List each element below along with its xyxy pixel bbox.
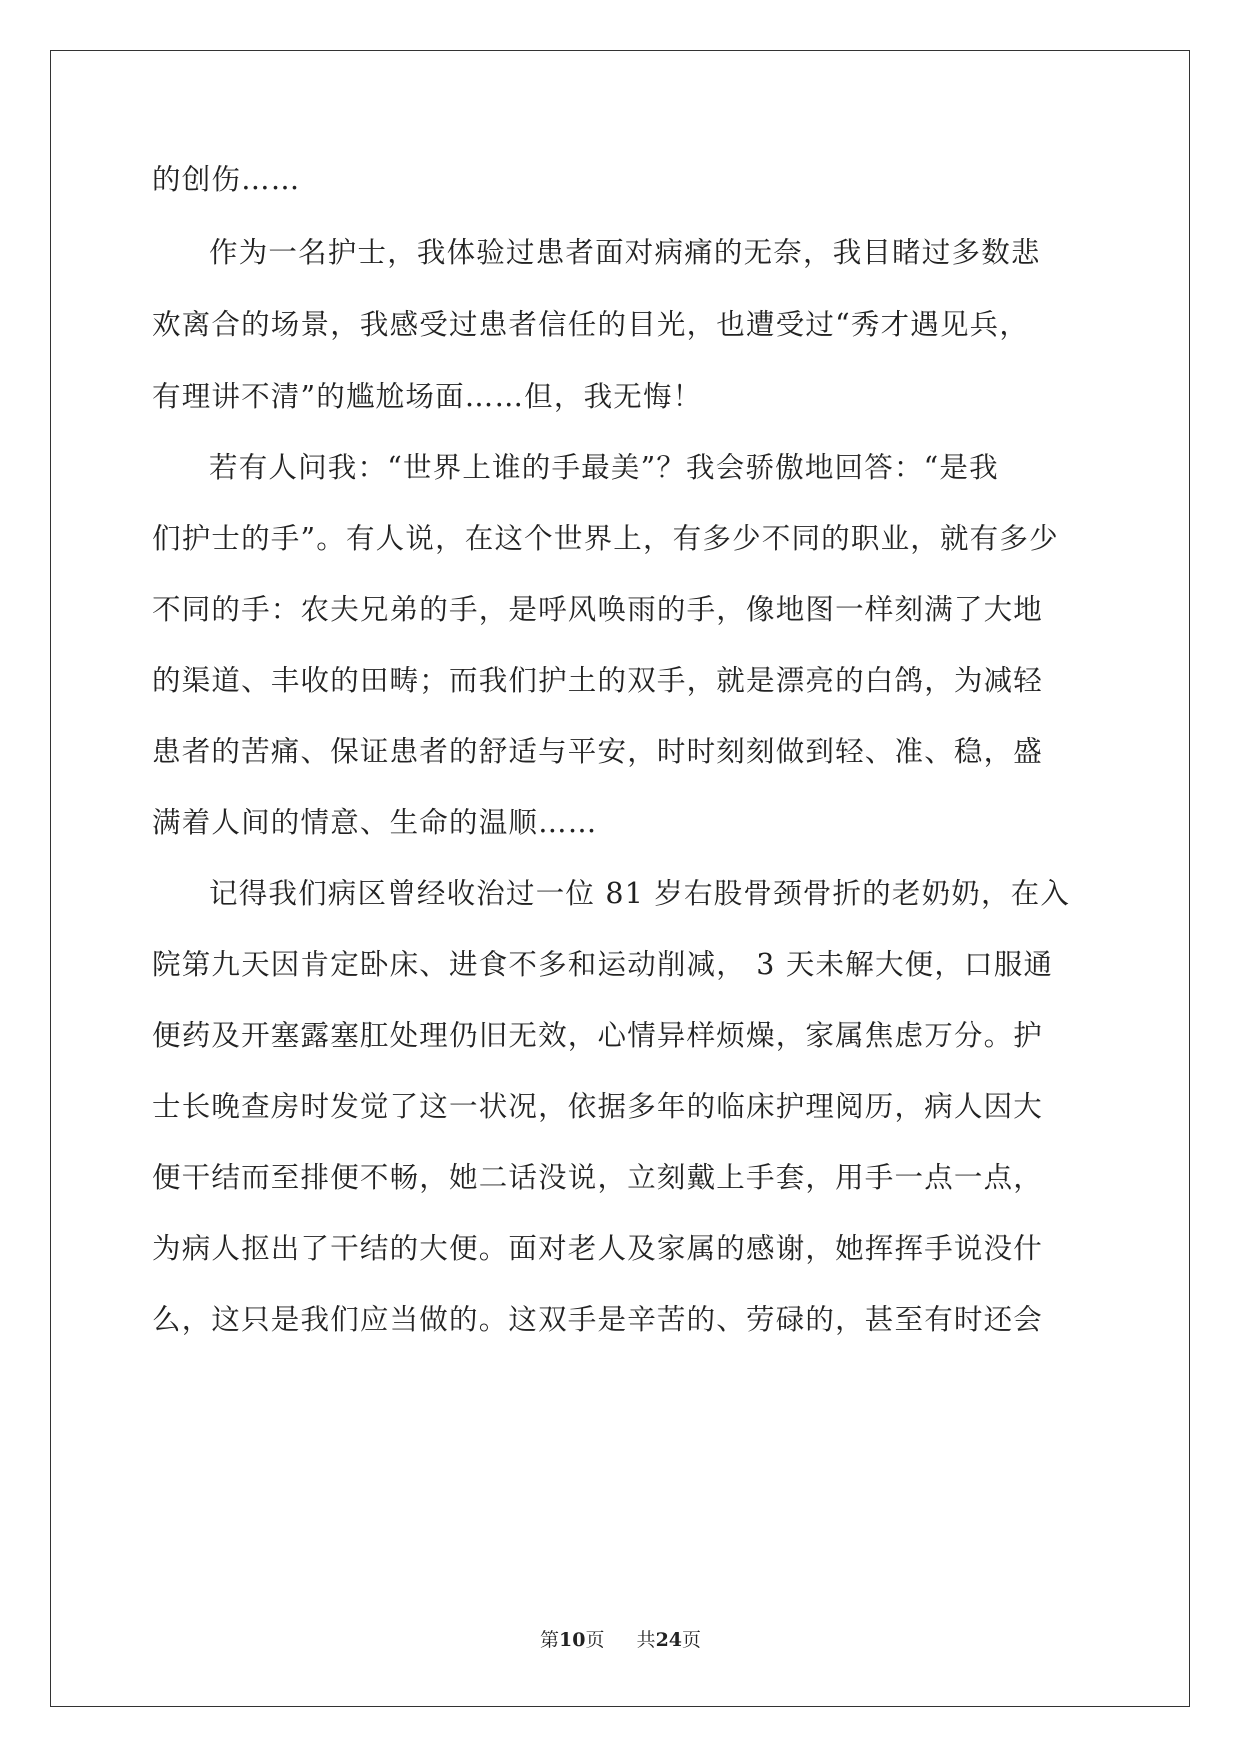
text-line: 记得我们病区曾经收治过一位 81 岁右股骨颈骨折的老奶奶，在入 [209,877,1071,910]
page-number-suffix: 页 [585,1629,605,1651]
text-line: 么，这只是我们应当做的。这双手是辛苦的、劳碌的，甚至有时还会 [152,1303,1044,1336]
page-footer [0,1628,1241,1652]
text-line: 为病人抠出了干结的大便。面对老人及家属的感谢，她挥挥手说没什 [152,1232,1044,1265]
text-line: 的创伤…… [152,163,301,196]
text-line: 作为一名护士，我体验过患者面对病痛的无奈，我目睹过多数悲 [209,236,1041,269]
text-line: 便干结而至排便不畅，她二话没说，立刻戴上手套，用手一点一点， [152,1161,1044,1194]
text-line: 不同的手：农夫兄弟的手，是呼风唤雨的手，像地图一样刻满了大地 [152,593,1044,626]
text-line: 院第九天因肯定卧床、进食不多和运动削减， 3 天未解大便，口服通 [152,948,1054,981]
page-total-suffix: 页 [682,1629,702,1651]
text-line: 们护士的手”。有人说，在这个世界上，有多少不同的职业，就有多少 [152,522,1059,555]
text-line: 有理讲不清”的尴尬场面……但，我无悔！ [152,380,703,413]
page-number-current: 10 [558,1629,586,1651]
page-number-prefix: 第 [539,1629,559,1651]
page-total-count: 24 [655,1629,683,1651]
text-line: 若有人问我：“世界上谁的手最美”？我会骄傲地回答：“是我 [209,451,999,484]
text-line: 欢离合的场景，我感受过患者信任的目光，也遭受过“秀才遇见兵， [152,308,1030,341]
text-line: 满着人间的情意、生命的温顺…… [152,806,598,839]
text-line: 患者的苦痛、保证患者的舒适与平安，时时刻刻做到轻、准、稳，盛 [152,735,1044,768]
text-line: 士长晚查房时发觉了这一状况，依据多年的临床护理阅历，病人因大 [152,1090,1044,1123]
page-total-prefix: 共 [636,1629,656,1651]
text-line: 的渠道、丰收的田畴；而我们护土的双手，就是漂亮的白鸽，为减轻 [152,664,1044,697]
text-line: 便药及开塞露塞肛处理仍旧无效，心情异样烦燥，家属焦虑万分。护 [152,1019,1044,1052]
